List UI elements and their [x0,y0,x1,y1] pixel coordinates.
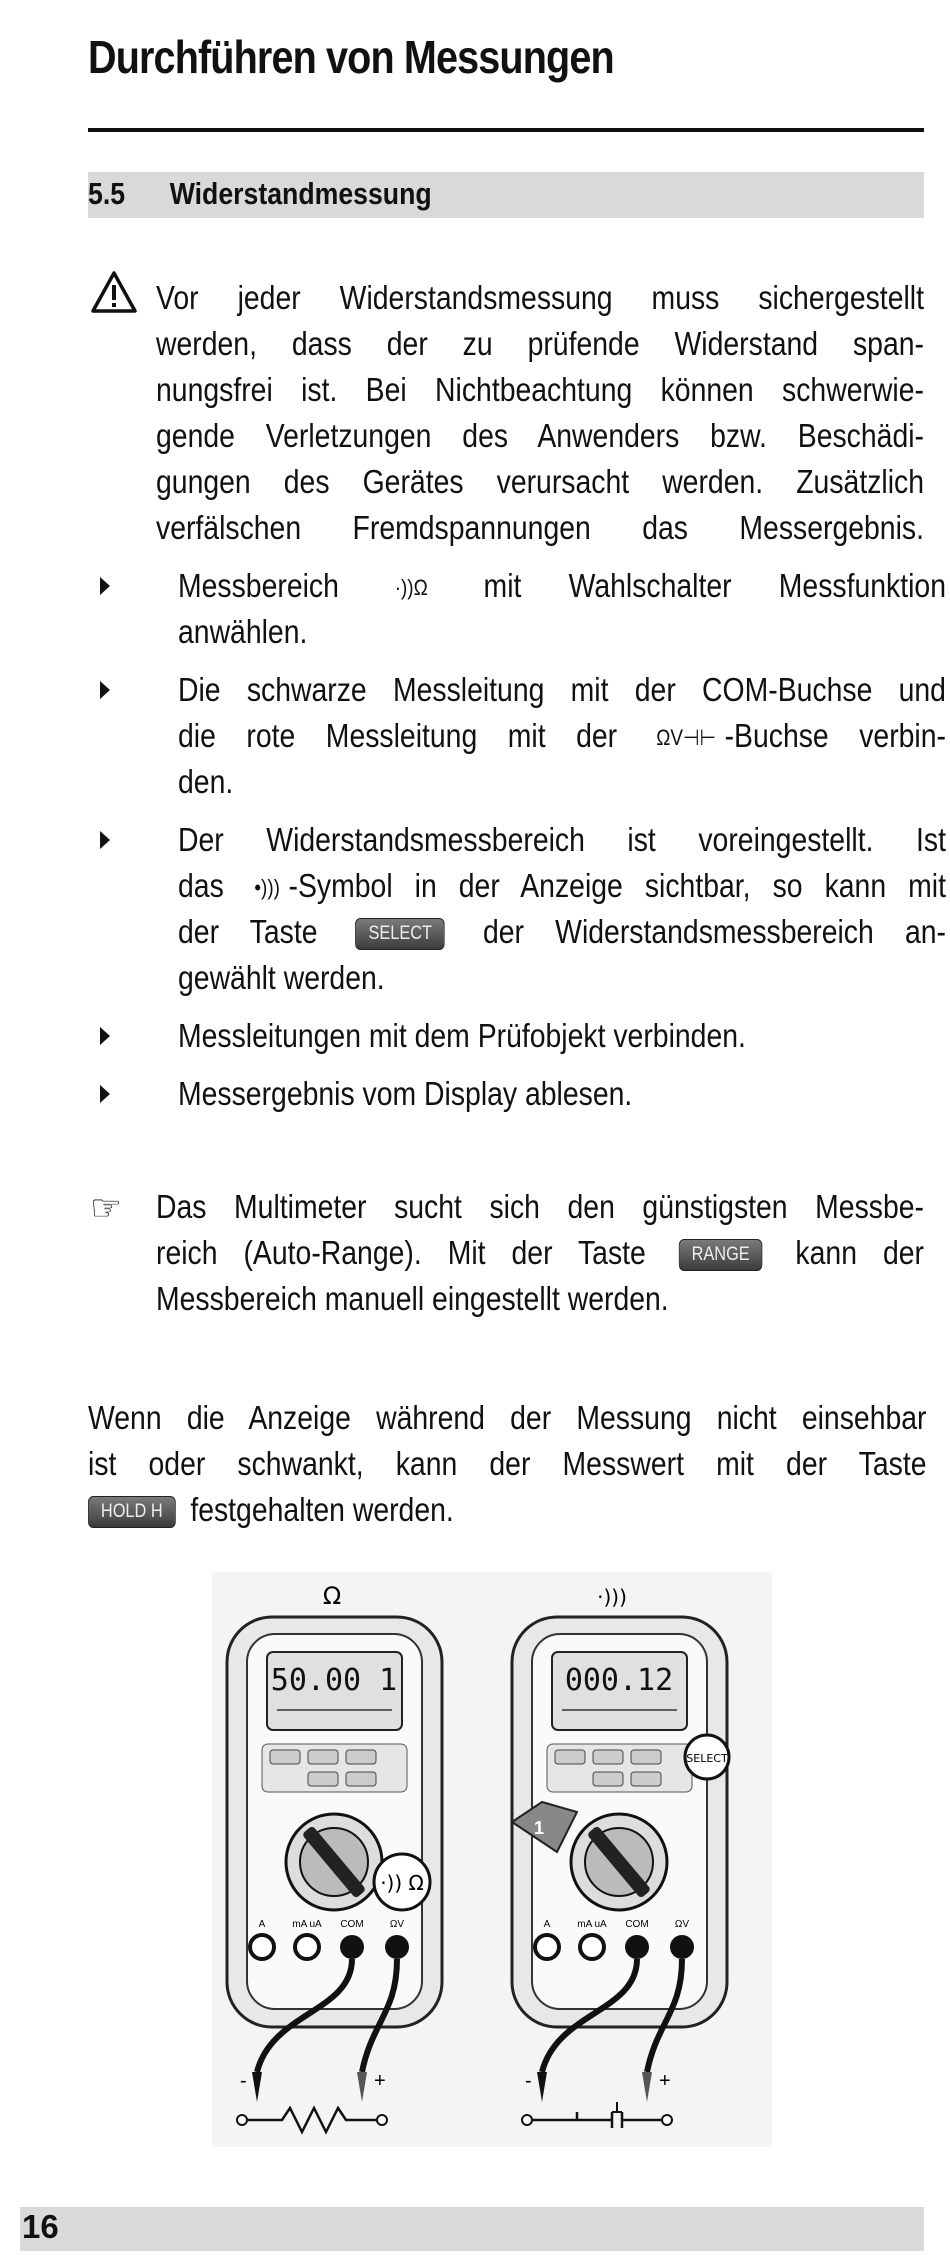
section-heading [88,176,432,212]
step-5 [178,1071,946,1117]
right-display-value: 000.12 [564,1663,674,1698]
step-4-line-1: Messleitungen mit dem Prüfobjekt verbinden. [178,1017,746,1054]
note-line-3: Messbereich manuell eingestellt werden. [156,1280,669,1317]
section-title: Widerstandmessung [169,176,432,211]
bullet-arrow-icon [100,577,110,595]
jack-label: COM [340,1919,364,1930]
step-5-line-1: Messergebnis vom Display ablesen. [178,1075,633,1112]
note-text [156,1184,924,1322]
warning-line: gungen des Gerätes verursacht werden. Zusätzlich [156,463,924,500]
polarity-label: - [525,2070,532,2092]
hold-key-icon: HOLD H [88,1496,176,1528]
warning-line: werden, dass der zu prüfende Widerstand span- [156,325,924,362]
step-3-line-4: gewählt werden. [178,959,385,996]
jack-label: A [543,1919,551,1930]
section-number: 5.5 [88,176,126,211]
bullet-arrow-icon [100,681,110,699]
bullet-arrow-icon [100,1085,110,1103]
right-meter-label: ·))) [597,1585,627,1609]
jack-label: ΩV [674,1919,690,1930]
left-dial-callout: ·)) Ω [380,1871,424,1895]
left-meter-label: Ω [322,1582,342,1610]
ohm-volt-jack-symbol-icon: ΩV⊣⊢ [656,725,716,751]
step-3 [178,817,946,1001]
hold-line-3: HOLD H festgehalten werden. [88,1487,927,1533]
title-rule [88,128,924,132]
select-key-icon: SELECT [356,918,445,950]
step-2-line-1: Die schwarze Messleitung mit der COM-Buchse und [178,671,946,708]
hold-line-1: Wenn die Anzeige während der Messung nicht einsehbar [88,1399,927,1436]
step-3-line-2: das •))) -Symbol in der Anzeige sichtbar, so kann mit [178,863,946,909]
jack-label: A [258,1919,266,1930]
warning-triangle-icon [90,270,138,314]
polarity-label: + [374,2070,386,2092]
polarity-label: - [240,2070,247,2092]
step-3-line-1: Der Widerstandsmessbereich ist voreingestellt. Ist [178,821,946,858]
jack-label: ΩV [389,1919,405,1930]
warning-line: verfälschen Fremdspannungen das Messergebnis. [156,509,924,546]
warning-text [156,275,924,551]
bullet-arrow-icon [100,1027,110,1045]
step-2 [178,667,946,805]
step-2-line-2: die rote Messleitung mit der ΩV⊣⊢ -Buchse verbin- [178,713,946,759]
pointing-hand-icon: ☞ [90,1187,123,1228]
step-1-line-1: Messbereich ·))Ω mit Wahlschalter Messfunktion [178,563,946,609]
page-title: Durchführen von Messungen [88,31,614,83]
polarity-label: + [659,2070,671,2092]
step-3-line-3: der Taste SELECT der Widerstandsmessbereich an- [178,913,946,950]
jack-label: mA uA [292,1919,322,1930]
left-display-value: 50.00 1 [270,1663,398,1698]
right-button-callout: SELECT [686,1752,728,1765]
step-1-line-2: anwählen. [178,613,308,650]
hold-text [88,1395,927,1533]
hold-line-2: ist oder schwankt, kann der Messwert mit der Taste [88,1445,927,1482]
warning-line: nungsfrei ist. Bei Nichtbeachtung können schwerwie- [156,371,924,408]
bullet-arrow-icon [100,831,110,849]
range-key-icon: RANGE [679,1239,763,1271]
warning-line: Vor jeder Widerstandsmessung muss sichergestellt [156,279,924,316]
continuity-ohm-symbol-icon: ·))Ω [394,575,428,601]
warning-line: gende Verletzungen des Anwenders bzw. Beschädi- [156,417,924,454]
note-line-2: reich (Auto-Range). Mit der Taste RANGE kann der [156,1234,924,1271]
multimeter-illustration [212,1572,772,2147]
step-1 [178,563,946,655]
note-line-1: Das Multimeter sucht sich den günstigsten Messbe- [156,1188,924,1225]
step-2-line-3: den. [178,763,234,800]
page-number: 16 [22,2208,59,2245]
jack-label: mA uA [577,1919,607,1930]
jack-label: COM [625,1919,649,1930]
step-4 [178,1013,946,1059]
continuity-symbol-icon: •))) [254,875,280,901]
right-step-marker: 1 [534,1818,545,1838]
footer-bar [20,2207,924,2251]
